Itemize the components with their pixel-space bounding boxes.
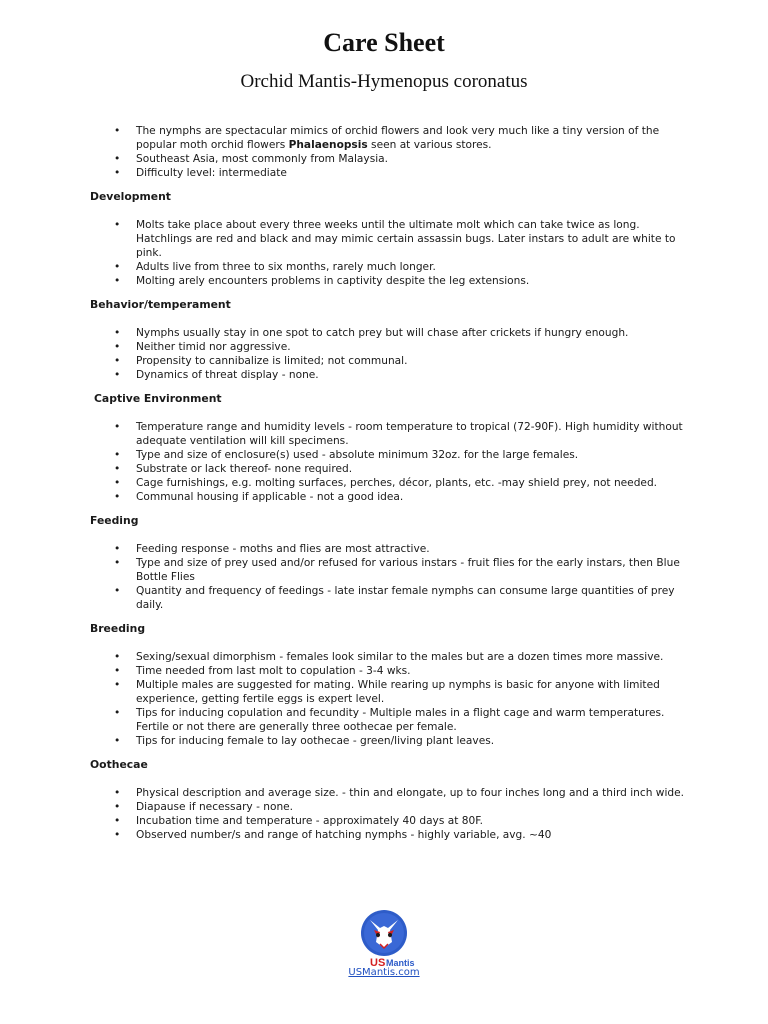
list-item: • The nymphs are spectacular mimics of orchid flowers and look very much like a tiny version of the popular moth orchid flowers Phalaenopsis seen at various stores. (90, 124, 690, 152)
feeding-list (90, 542, 690, 612)
logo-brand-mantis: Mantis (386, 958, 415, 968)
section-heading-behavior: Behavior/temperament (90, 298, 231, 311)
list-item: • Neither timid nor aggressive. (90, 340, 690, 354)
list-item: • Adults live from three to six months, rarely much longer. (90, 260, 690, 274)
behavior-list (90, 326, 690, 382)
section-heading-oothecae: Oothecae (90, 758, 148, 771)
list-item: • Temperature range and humidity levels - room temperature to tropical (72-90F). High humidity without adequate ventilation will kill specimens. (90, 420, 690, 448)
list-item: • Time needed from last molt to copulation - 3-4 wks. (90, 664, 690, 678)
list-item: • Tips for inducing female to lay oothecae - green/living plant leaves. (90, 734, 690, 748)
list-item: • Diapause if necessary - none. (90, 800, 690, 814)
list-item: • Type and size of prey used and/or refused for various instars - fruit flies for the early instars, then Blue Bottle Flies (90, 556, 690, 584)
list-item: • Southeast Asia, most commonly from Malaysia. (90, 152, 690, 166)
list-item: • Molts take place about every three weeks until the ultimate molt which can take twice as long. Hatchlings are red and black and may mimic certain assassin bugs. Later instars to adult are white to pink. (90, 218, 690, 260)
care-sheet-content (90, 124, 690, 842)
list-item: • Difficulty level: intermediate (90, 166, 690, 180)
captive-environment-list (90, 420, 690, 504)
list-item: • Feeding response - moths and flies are most attractive. (90, 542, 690, 556)
list-item: • Propensity to cannibalize is limited; not communal. (90, 354, 690, 368)
list-item: • Physical description and average size. - thin and elongate, up to four inches long and a third inch wide. (90, 786, 690, 800)
page-subtitle: Orchid Mantis-Hymenopus coronatus (240, 71, 528, 92)
list-item: • Communal housing if applicable - not a good idea. (90, 490, 690, 504)
mantis-logo-icon (350, 908, 418, 968)
page-title: Care Sheet (323, 28, 445, 57)
list-item: • Molting arely encounters problems in captivity despite the leg extensions. (90, 274, 690, 288)
development-list (90, 218, 690, 288)
usmantis-logo (350, 908, 418, 968)
intro-list (90, 124, 690, 180)
list-item: • Observed number/s and range of hatching nymphs - highly variable, avg. ~40 (90, 828, 690, 842)
section-heading-feeding: Feeding (90, 514, 139, 527)
list-item: • Sexing/sexual dimorphism - females look similar to the males but are a dozen times more massive. (90, 650, 690, 664)
section-heading-captive-environment: Captive Environment (94, 392, 222, 405)
logo-brand-us: US (370, 957, 386, 968)
list-item: • Multiple males are suggested for mating. While rearing up nymphs is basic for anyone with limited experience, getting fertile eggs is expert level. (90, 678, 690, 706)
list-item: • Dynamics of threat display - none. (90, 368, 690, 382)
breeding-list (90, 650, 690, 748)
section-heading-development: Development (90, 190, 171, 203)
list-item: • Tips for inducing copulation and fecundity - Multiple males in a flight cage and warm temperatures. Fertile or not there are generally three oothecae per female. (90, 706, 690, 734)
list-item: • Incubation time and temperature - approximately 40 days at 80F. (90, 814, 690, 828)
list-item: • Nymphs usually stay in one spot to catch prey but will chase after crickets if hungry enough. (90, 326, 690, 340)
section-heading-breeding: Breeding (90, 622, 146, 635)
list-item: • Type and size of enclosure(s) used - absolute minimum 32oz. for the large females. (90, 448, 690, 462)
list-item: • Cage furnishings, e.g. molting surfaces, perches, décor, plants, etc. -may shield prey, not needed. (90, 476, 690, 490)
list-item: • Substrate or lack thereof- none required. (90, 462, 690, 476)
usmantis-link[interactable]: USMantis.com (348, 967, 420, 978)
oothecae-list (90, 786, 690, 842)
list-item: • Quantity and frequency of feedings - late instar female nymphs can consume large quantities of prey daily. (90, 584, 690, 612)
